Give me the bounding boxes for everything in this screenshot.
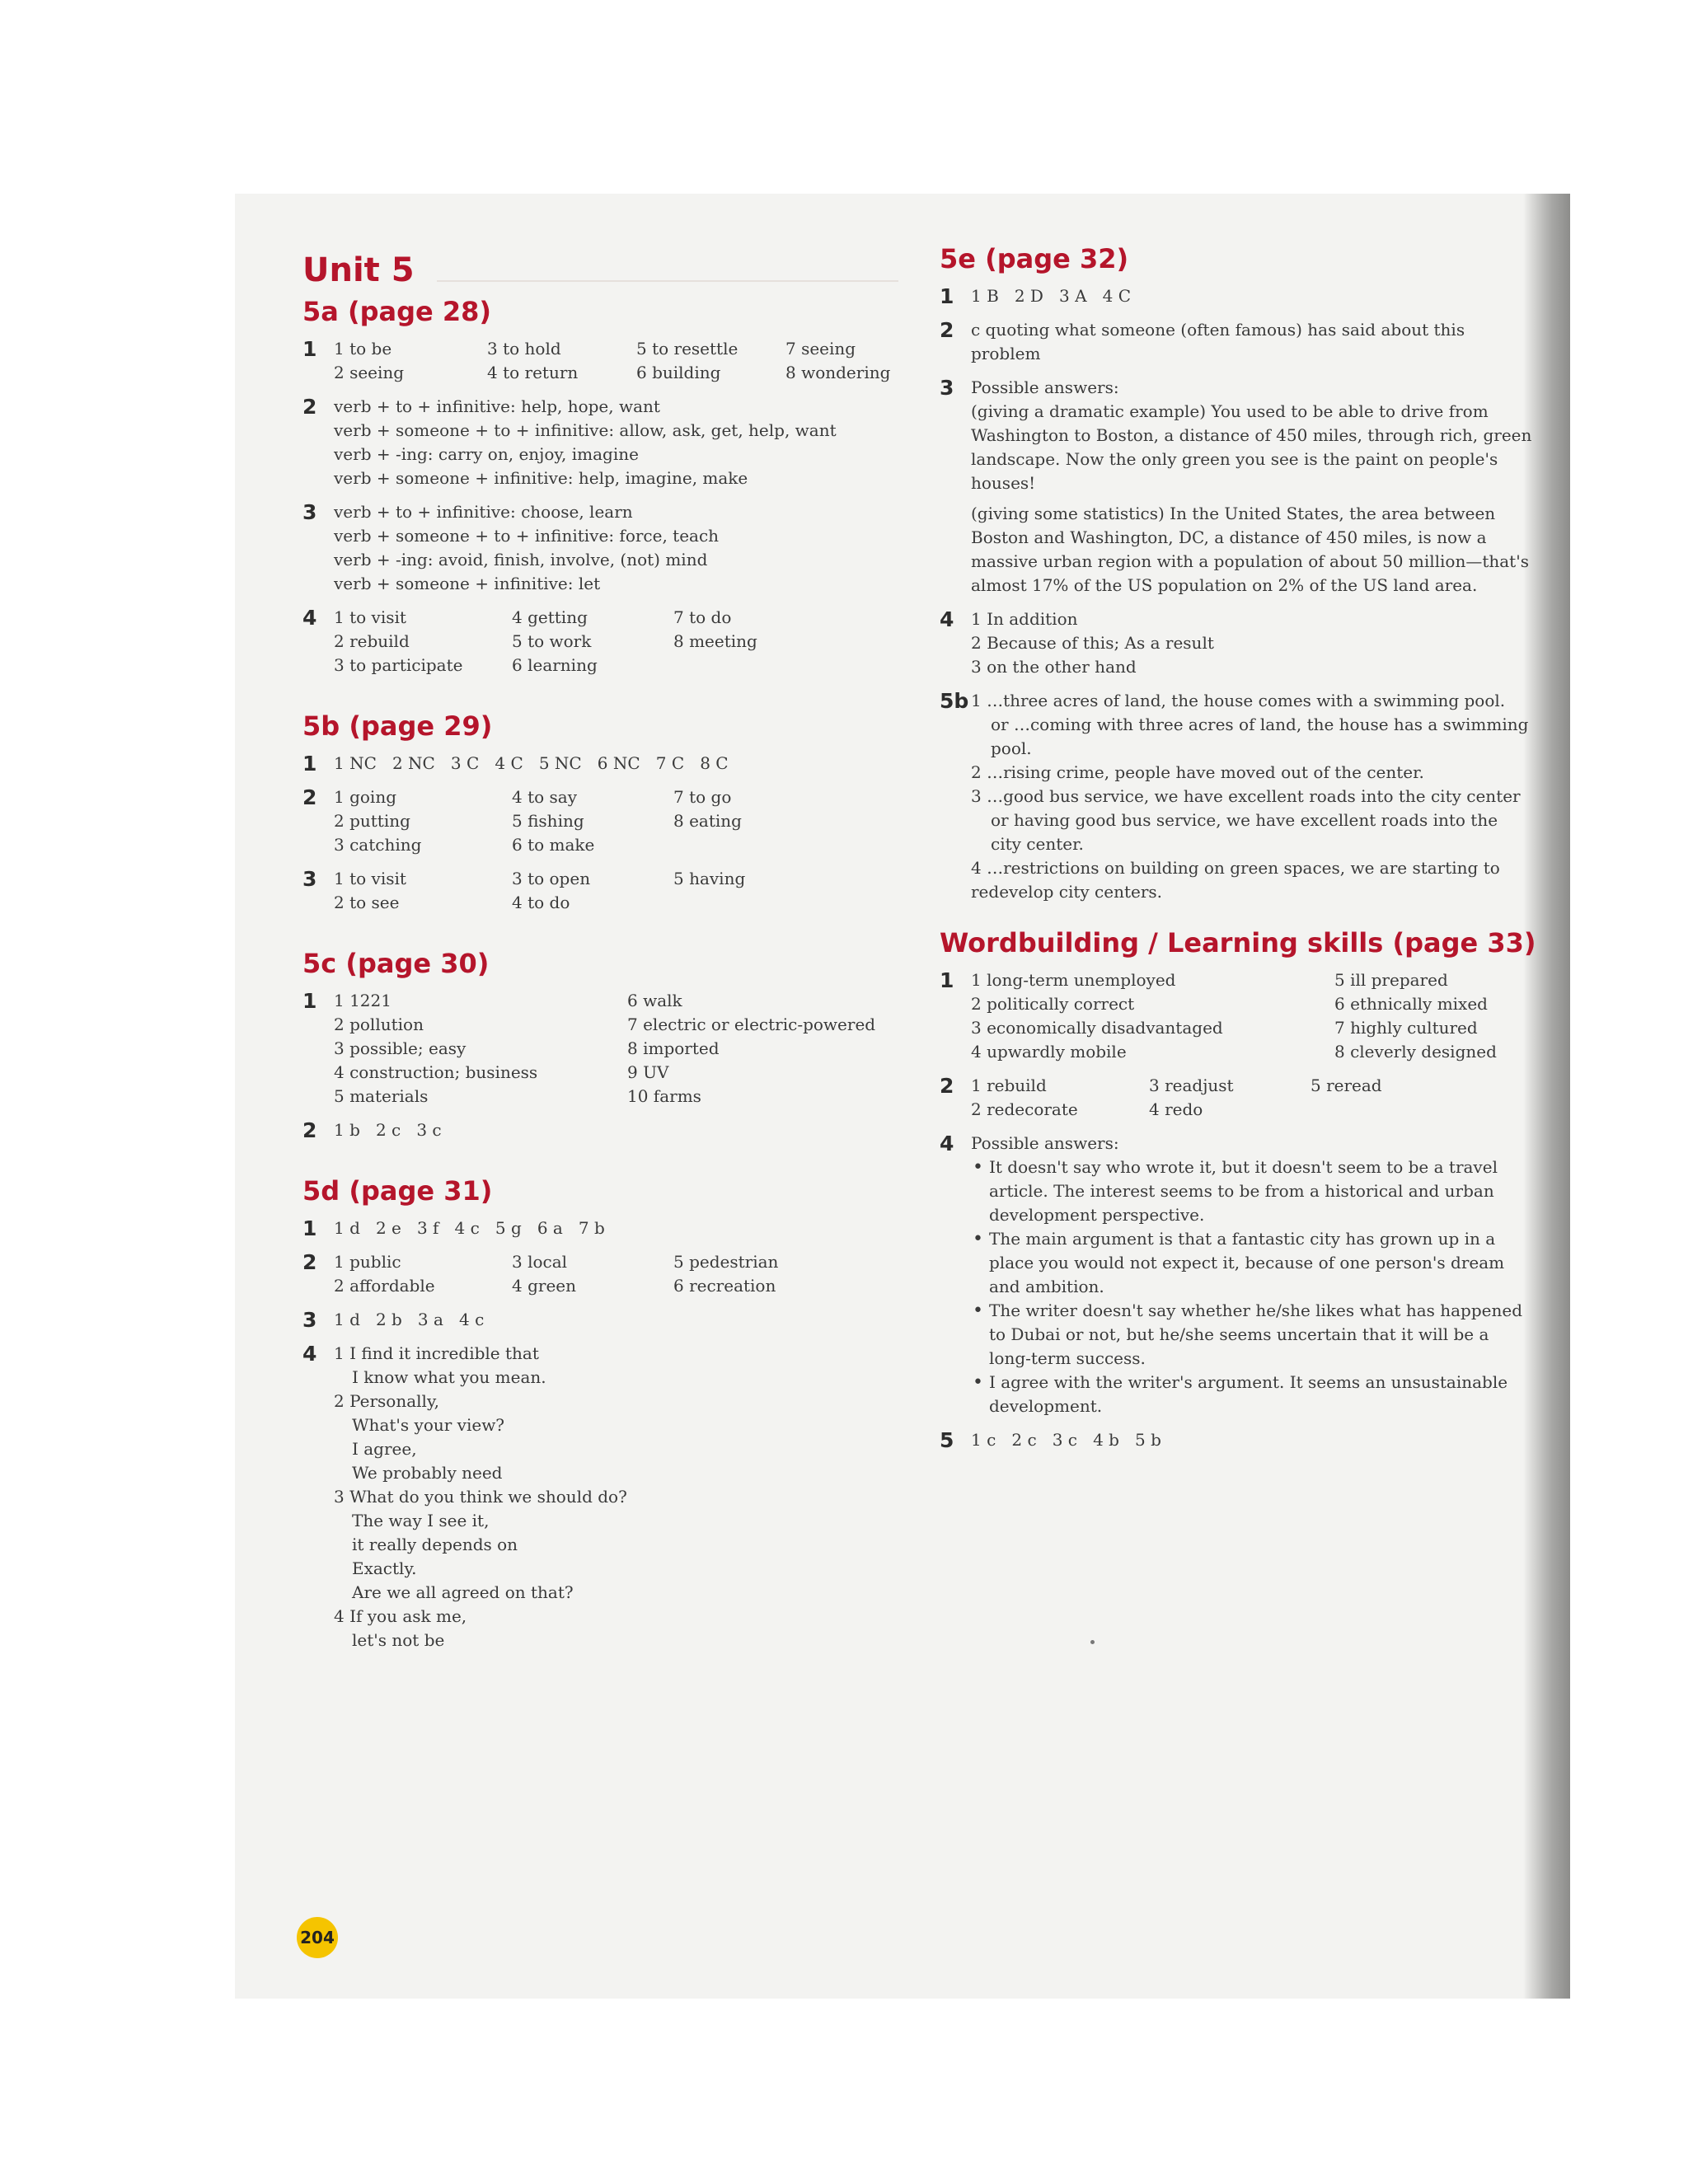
- answer: 5 materials: [334, 1086, 429, 1106]
- answer: 7 seeing: [785, 339, 856, 359]
- answer: 1 long-term unemployed: [971, 970, 1176, 990]
- exercise-5e-4: [940, 607, 1533, 679]
- exercise-number: 3: [302, 500, 317, 524]
- answer: 2 putting: [334, 811, 410, 831]
- answer: 2 politically correct: [971, 994, 1135, 1014]
- answer-line: I know what you mean.: [352, 1367, 546, 1387]
- right-column: [940, 243, 1536, 1452]
- answer: 4 to do: [512, 893, 570, 912]
- answer: 2 to see: [334, 893, 400, 912]
- exercise-number: 5b: [940, 689, 969, 713]
- exercise-number: 5: [940, 1428, 954, 1452]
- answer: 2 pollution: [334, 1015, 424, 1034]
- answer: 3 possible; easy: [334, 1038, 467, 1058]
- exercise-5b-3: [302, 867, 896, 915]
- answer: 1 to visit: [334, 869, 406, 888]
- answer: 2 rebuild: [334, 631, 410, 651]
- answer: 4 construction; business: [334, 1062, 538, 1082]
- answer-line: verb + someone + infinitive: help, imagine, make: [334, 468, 748, 488]
- stray-dot: [1090, 1640, 1095, 1644]
- answer: 5 to work: [512, 631, 592, 651]
- answer: 3 economically disadvantaged: [971, 1018, 1223, 1038]
- exercise-5d-2: [302, 1250, 896, 1298]
- answer: 1 rebuild: [971, 1076, 1047, 1095]
- exercise-number: 2: [302, 1118, 317, 1142]
- answer: 2 redecorate: [971, 1099, 1078, 1119]
- exercise-number: 1: [302, 989, 317, 1013]
- exercise-5b-1: [302, 752, 896, 776]
- answer: 4 redo: [1149, 1099, 1203, 1119]
- answer-line: 1 …three acres of land, the house comes with a swimming pool.: [971, 691, 1506, 710]
- answer: 7 electric or electric-powered: [627, 1015, 876, 1034]
- answer-line: 3 on the other hand: [971, 657, 1137, 677]
- answer-line: or having good bus service, we have excellent roads into the city center.: [991, 810, 1498, 854]
- section-wordbuilding-title: Wordbuilding / Learning skills (page 33): [940, 927, 1536, 958]
- group-label: 3 What do you think we should do?: [334, 1487, 627, 1507]
- answer-paragraph: (giving a dramatic example) You used to be able to drive from Washington to Boston, a distance of 450 miles, through rich, green landscape. Now the only green you see is the paint on people's houses!: [971, 401, 1532, 493]
- answer: 5 pedestrian: [673, 1252, 779, 1272]
- section-5b-title: 5b (page 29): [302, 710, 493, 742]
- answer: 1 public: [334, 1252, 401, 1272]
- answer: 8 imported: [627, 1038, 720, 1058]
- answer: 4 getting: [512, 607, 588, 627]
- answer: 3 to participate: [334, 655, 463, 675]
- section-5a-title: 5a (page 28): [302, 296, 492, 327]
- answer-line: let's not be: [352, 1630, 445, 1650]
- exercise-number: 2: [302, 1250, 317, 1274]
- exercise-5a-4: [302, 606, 896, 677]
- exercise-number: 3: [302, 1308, 317, 1332]
- answer: 4 to say: [512, 787, 578, 807]
- answer: 6 to make: [512, 835, 595, 855]
- answer: 6 recreation: [673, 1276, 776, 1296]
- exercise-wb-1: [940, 968, 1533, 1064]
- exercise-number: 2: [940, 318, 954, 342]
- exercise-wb-2: [940, 1074, 1533, 1122]
- exercise-number: 4: [940, 607, 954, 631]
- page-number-badge: 204: [297, 1917, 338, 1958]
- answer-line: 2 …rising crime, people have moved out of the center.: [971, 762, 1424, 782]
- answer: 4 upwardly mobile: [971, 1042, 1127, 1062]
- group-label: 4 If you ask me,: [334, 1606, 467, 1626]
- exercise-number: 3: [940, 376, 954, 400]
- answer-line: verb + -ing: carry on, enjoy, imagine: [334, 444, 639, 464]
- answer-label: Possible answers:: [971, 1133, 1119, 1153]
- answer: 8 wondering: [785, 363, 891, 382]
- answer-text: c quoting what someone (often famous) has said about this problem: [971, 320, 1465, 363]
- answer-bullets: [971, 1155, 1533, 1418]
- answer-label: Possible answers:: [971, 377, 1119, 397]
- exercise-number: 4: [302, 606, 317, 630]
- answer-line: We probably need: [352, 1463, 503, 1483]
- exercise-number: 1: [940, 284, 954, 308]
- answer-line: Exactly.: [352, 1558, 417, 1578]
- answer-line: 3 …good bus service, we have excellent roads into the city center: [971, 786, 1521, 806]
- bullet-item: • The writer doesn't say whether he/she likes what has happened to Dubai or not, but he/she seems uncertain that it will be a long-term success.: [971, 1299, 1533, 1371]
- answer: 3 local: [512, 1252, 568, 1272]
- answer-line: 1 b 2 c 3 c: [334, 1120, 442, 1140]
- exercise-5c-1: [302, 989, 896, 1108]
- exercise-number: 1: [940, 968, 954, 992]
- answer: 3 readjust: [1149, 1076, 1234, 1095]
- answer: 6 building: [636, 363, 721, 382]
- answer: 1 1221: [334, 991, 392, 1010]
- section-5e-title: 5e (page 32): [940, 243, 1129, 274]
- answer: 6 learning: [512, 655, 598, 675]
- exercise-5e-2: [940, 318, 1533, 366]
- section-5d-title: 5d (page 31): [302, 1175, 493, 1207]
- answer-line: 1 d 2 b 3 a 4 c: [334, 1310, 485, 1329]
- answer: 6 walk: [627, 991, 682, 1010]
- answer: 5 to resettle: [636, 339, 738, 359]
- answer-line: it really depends on: [352, 1535, 518, 1554]
- answer: 6 ethnically mixed: [1334, 994, 1488, 1014]
- answer-line: Are we all agreed on that?: [352, 1582, 574, 1602]
- answer-line: 1 d 2 e 3 f 4 c 5 g 6 a 7 b: [334, 1218, 605, 1238]
- exercise-5a-2: [302, 395, 896, 490]
- answer: 3 to open: [512, 869, 591, 888]
- exercise-5d-1: [302, 1216, 896, 1240]
- group-label: 2 Personally,: [334, 1391, 439, 1411]
- answer: 4 to return: [487, 363, 579, 382]
- answer-paragraph: (giving some statistics) In the United States, the area between Boston and Washington, DC, a distance of 450 miles, is now a massive urban region with a population of about 50 million—that's almost 17% of the US population on 2% of the US land area.: [971, 504, 1529, 595]
- unit-title: Unit 5: [302, 251, 415, 289]
- answer-line: 1 B 2 D 3 A 4 C: [971, 286, 1132, 306]
- section-5c-title: 5c (page 30): [302, 948, 490, 979]
- answer-line: verb + to + infinitive: help, hope, want: [334, 396, 660, 416]
- answer-line: verb + to + infinitive: choose, learn: [334, 502, 633, 522]
- answer-line: What's your view?: [352, 1415, 505, 1435]
- answer: 5 having: [673, 869, 746, 888]
- answer: 7 to do: [673, 607, 732, 627]
- answer: 5 fishing: [512, 811, 584, 831]
- answer: 8 cleverly designed: [1334, 1042, 1497, 1062]
- answer: 4 green: [512, 1276, 576, 1296]
- exercise-5e-1: [940, 284, 1533, 308]
- answer: 8 meeting: [673, 631, 757, 651]
- exercise-5e-3: [940, 376, 1533, 598]
- exercise-number: 2: [302, 785, 317, 809]
- exercise-5a-1: [302, 337, 896, 385]
- answer-line: 1 In addition: [971, 609, 1078, 629]
- bullet-item: • It doesn't say who wrote it, but it doesn't seem to be a travel article. The interest seems to be from a historical and urban development perspective.: [971, 1155, 1533, 1227]
- exercise-number: 1: [302, 337, 317, 361]
- bullet-item: • The main argument is that a fantastic city has grown up in a place you would not expect it, because of one person's dream and ambition.: [971, 1227, 1533, 1299]
- answer: 7 to go: [673, 787, 732, 807]
- answer-line: 1 NC 2 NC 3 C 4 C 5 NC 6 NC 7 C 8 C: [334, 753, 729, 773]
- answer-line: 1 c 2 c 3 c 4 b 5 b: [971, 1430, 1161, 1450]
- answer-line: verb + someone + infinitive: let: [334, 574, 601, 593]
- answer: 7 highly cultured: [1334, 1018, 1478, 1038]
- exercise-number: 3: [302, 867, 317, 891]
- answer: 5 ill prepared: [1334, 970, 1448, 990]
- exercise-number: 1: [302, 752, 317, 776]
- answer-line: 4 …restrictions on building on green spaces, we are starting to redevelop city centers.: [971, 858, 1500, 902]
- answer: 1 going: [334, 787, 397, 807]
- answer: 2 seeing: [334, 363, 405, 382]
- answer: 1 to visit: [334, 607, 406, 627]
- answer-line: verb + someone + to + infinitive: allow, ask, get, help, want: [334, 420, 837, 440]
- exercise-number: 2: [940, 1074, 954, 1098]
- answer: 9 UV: [627, 1062, 669, 1082]
- left-column: [302, 251, 896, 1652]
- exercise-5b-2: [302, 785, 896, 857]
- exercise-5e-5b: [940, 689, 1533, 904]
- exercise-5d-4: [302, 1342, 896, 1652]
- answer-line: or …coming with three acres of land, the house has a swimming pool.: [991, 715, 1529, 758]
- exercise-wb-4: [940, 1132, 1533, 1418]
- answer: 8 eating: [673, 811, 742, 831]
- exercise-number: 4: [302, 1342, 317, 1366]
- bullet-item: • I agree with the writer's argument. It seems an unsustainable development.: [971, 1371, 1533, 1418]
- answer-line: I agree,: [352, 1439, 417, 1459]
- exercise-5d-3: [302, 1308, 896, 1332]
- answer: 1 to be: [334, 339, 392, 359]
- answer-line: verb + -ing: avoid, finish, involve, (not) mind: [334, 550, 708, 569]
- group-label: 1 I find it incredible that: [334, 1343, 539, 1363]
- exercise-wb-5: [940, 1428, 1533, 1452]
- answer: 2 affordable: [334, 1276, 435, 1296]
- answer: 3 to hold: [487, 339, 561, 359]
- exercise-number: 4: [940, 1132, 954, 1155]
- answer-line: 2 Because of this; As a result: [971, 633, 1214, 653]
- exercise-5c-2: [302, 1118, 896, 1142]
- answer: 3 catching: [334, 835, 422, 855]
- answer-line: The way I see it,: [352, 1511, 490, 1530]
- answer-line: verb + someone + to + infinitive: force, teach: [334, 526, 720, 546]
- answer: 10 farms: [627, 1086, 701, 1106]
- exercise-number: 1: [302, 1216, 317, 1240]
- answer: 5 reread: [1311, 1076, 1382, 1095]
- exercise-5a-3: [302, 500, 896, 596]
- exercise-number: 2: [302, 395, 317, 419]
